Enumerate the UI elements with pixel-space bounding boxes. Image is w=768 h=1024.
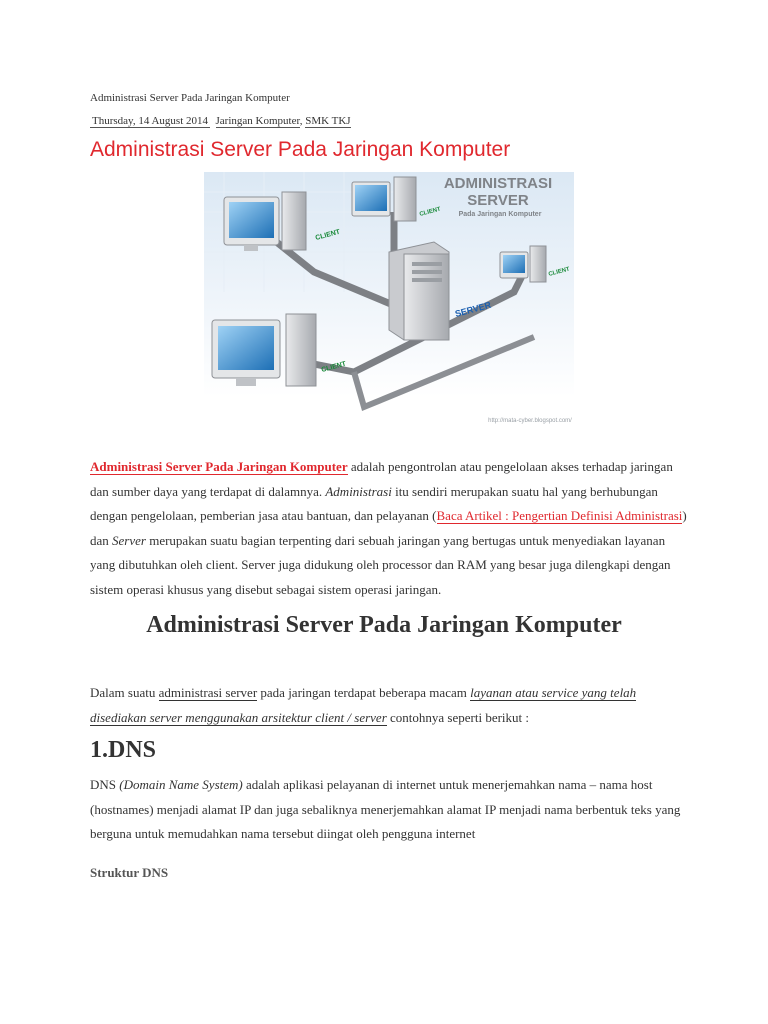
layanan-service-link[interactable]: layanan atau service yang telah disediakan server menggunakan arsitektur client / server [90,685,637,725]
blog-title: Administrasi Server Pada Jaringan Komputer [90,92,290,104]
section-heading: Administrasi Server Pada Jaringan Komputer [146,612,622,638]
client-label-3: CLIENT [547,266,571,278]
baca-artikel-link[interactable]: Baca Artikel : Pengertian Definisi Administrasi [436,508,683,523]
admin-server-link[interactable]: administrasi server [158,685,258,700]
label-link-smk[interactable]: SMK TKJ [305,115,351,127]
dns-heading: 1.DNS [90,737,157,763]
section-paragraph: Dalam suatu administrasi server pada jaringan terdapat beberapa macam layanan atau service yang telah disediakan server menggunakan arsitektur client / server contohnya seperti berikut : [90,685,637,725]
client-computer-1 [224,192,306,251]
post-title: Administrasi Server Pada Jaringan Komputer [90,138,511,161]
post-date: Thursday, 14 August 2014 [92,115,209,127]
struktur-dns-heading: Struktur DNS [90,865,169,880]
client-computer-4 [212,314,316,386]
article-figure [204,172,574,426]
banner-line-3: Pada Jaringan Komputer [458,211,542,218]
client-label-4: CLIENT [320,360,347,374]
client-label-2: CLIENT [418,206,442,218]
server-computer [389,242,449,340]
server-label: SERVER [453,299,493,319]
image-credit: http://mata-cyber.blogspot.com/ [488,418,572,424]
network-diagram [204,172,574,426]
intro-title-link[interactable]: Administrasi Server Pada Jaringan Komputer [90,459,348,474]
client-computer-2 [352,177,416,221]
banner-line-1: ADMINISTRASI [443,175,553,192]
dns-paragraph: DNS (Domain Name System) adalah aplikasi pelayanan di internet untuk menerjemahkan nama – nama host (hostnames) menjadi alamat IP dan juga sebaliknya menerjemahkan alamat IP menjadi nama berbentuk teks yang berguna untuk memudahkan nama tersebut diingat oleh pengguna internet [90,777,681,841]
post-meta: Thursday, 14 August 2014 Jaringan Komputer, SMK TKJ [92,115,351,127]
intro-paragraph: Administrasi Server Pada Jaringan Komputer adalah pengontrolan atau pengelolaan akses terhadap jaringan dan sumber daya yang terdapat di dalamnya. Administrasi itu sendiri merupakan suatu hal yang berhubungan dengan pengelolaan, pemberian jasa atau bantuan, dan pelayanan (Baca Artikel : Pengertian Definisi Administrasi) dan Server merupakan suatu bagian terpenting dari sebuah jaringan yang bertugas untuk menyediakan layanan yang dibutuhkan oleh client. Server juga didukung oleh processor dan RAM yang besar juga dilengkapi dengan sistem operasi khusus yang disebut sebagai sistem operasi jaringan. [90,459,687,597]
client-label-1: CLIENT [314,228,341,242]
banner-line-2: SERVER [467,192,529,209]
label-link-jaringan[interactable]: Jaringan Komputer [215,115,300,127]
